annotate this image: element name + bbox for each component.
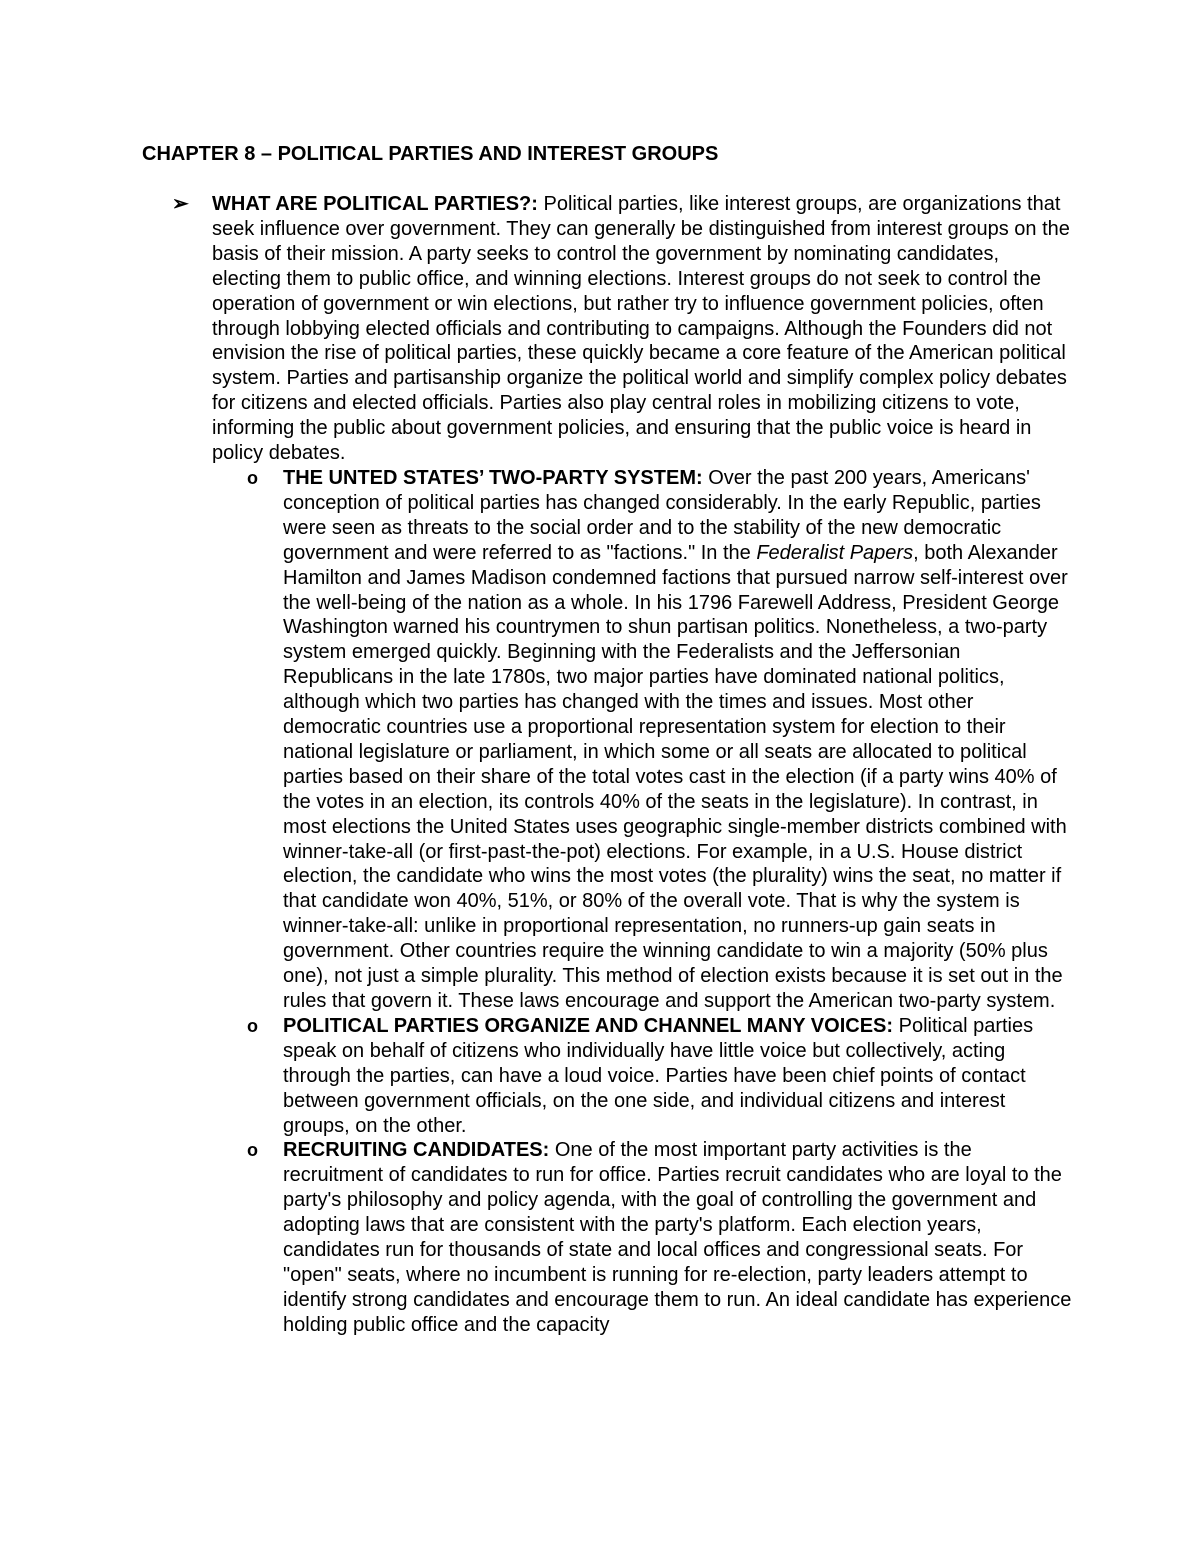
- subsection-heading: POLITICAL PARTIES ORGANIZE AND CHANNEL MANY VOICES:: [283, 1014, 894, 1037]
- subsection-body: One of the most important party activities is the recruitment of candidates to run for office. Parties recruit candidates who are loyal to the party's philosophy and policy agenda, with the goal of controlling the government and adopting laws that are consistent with the party's platform. Each election years, candidates run for thousands of state and local offices and congressional seats. For "open" seats, where no incumbent is running for re-election, party leaders attempt to identify strong candidates and encourage them to run. An ideal candidate has experience holding public office and the capacity: [283, 1139, 1072, 1336]
- section-paragraph: [212, 192, 1072, 466]
- subsection-paragraph: [283, 1014, 1073, 1139]
- subsection-body-continued: , both Alexander Hamilton and James Madison condemned factions that pursued narrow self-interest over the well-being of the nation as a whole. In his 1796 Farewell Address, President George Washington warned his countrymen to shun partisan politics. Nonetheless, a two-party system emerged quickly. Beginning with the Federalists and the Jeffersonian Republicans in the late 1780s, two major parties have dominated national politics, although which two parties has changed with the times and issues. Most other democratic countries use a proportional representation system for election to their national legislature or parliament, in which some or all seats are allocated to political parties based on their share of the total votes cast in the election (if a party wins 40% of the votes in an election, its controls 40% of the seats in the legislature). In contrast, in most elections the United States uses geographic single-member districts combined with winner-take-all (or first-past-the-pot) elections. For example, in a U.S. House district election, the candidate who wins the most votes (the plurality) wins the seat, no matter if that candidate won 40%, 51%, or 80% of the overall vote. That is why the system is winner-take-all: unlike in proportional representation, no runners-up gain seats in government. Other countries require the winning candidate to win a majority (50% plus one), not just a simple plurality. This method of election exists because it is set out in the rules that govern it. These laws encourage and support the American two-party system.: [283, 541, 1068, 1012]
- section-heading: WHAT ARE POLITICAL PARTIES?:: [212, 193, 538, 215]
- subsection-heading: RECRUITING CANDIDATES:: [283, 1139, 550, 1162]
- subsection-paragraph: [283, 466, 1073, 1014]
- subsection-paragraph: [283, 1138, 1073, 1337]
- chapter-title: CHAPTER 8 – POLITICAL PARTIES AND INTEREST GROUPS: [142, 143, 719, 165]
- subsection-body: Over the past 200 years, Americans' conception of political parties has changed considerably. In the early Republic, parties were seen as threats to the social order and to the stability of the new democratic government and were referred to as "factions." In the: [283, 466, 1041, 564]
- subsection-organize-voices: [247, 1014, 1073, 1139]
- circle-bullet-icon: o: [247, 1015, 258, 1036]
- circle-bullet-icon: o: [247, 1140, 258, 1161]
- arrow-bullet-icon: ➢: [172, 193, 189, 215]
- subsection-body: Political parties speak on behalf of citizens who individually have little voice but collectively, acting through the parties, can have a loud voice. Parties have been chief points of contact between government officials, on the one side, and individual citizens and interest groups, on the other.: [283, 1014, 1034, 1137]
- subsection-recruiting-candidates: [247, 1138, 1073, 1337]
- circle-bullet-icon: o: [247, 467, 258, 488]
- italic-title: Federalist Papers: [756, 541, 914, 564]
- subsection-heading: THE UNTED STATES’ TWO-PARTY SYSTEM:: [283, 466, 703, 489]
- subsection-two-party-system: [247, 466, 1073, 1014]
- section-political-parties: [172, 192, 1072, 1338]
- section-body: Political parties, like interest groups, are organizations that seek influence over government. They can generally be distinguished from interest groups on the basis of their mission. A party seeks to control the government by nominating candidates, electing them to public office, and winning elections. Interest groups do not seek to control the operation of government or win elections, but rather try to influence government policies, often through lobbying elected officials and contributing to campaigns. Although the Founders did not envision the rise of political parties, these quickly became a core feature of the American political system. Parties and partisanship organize the political world and simplify complex policy debates for citizens and elected officials. Parties also play central roles in mobilizing citizens to vote, informing the public about government policies, and ensuring that the public voice is heard in policy debates.: [212, 193, 1070, 465]
